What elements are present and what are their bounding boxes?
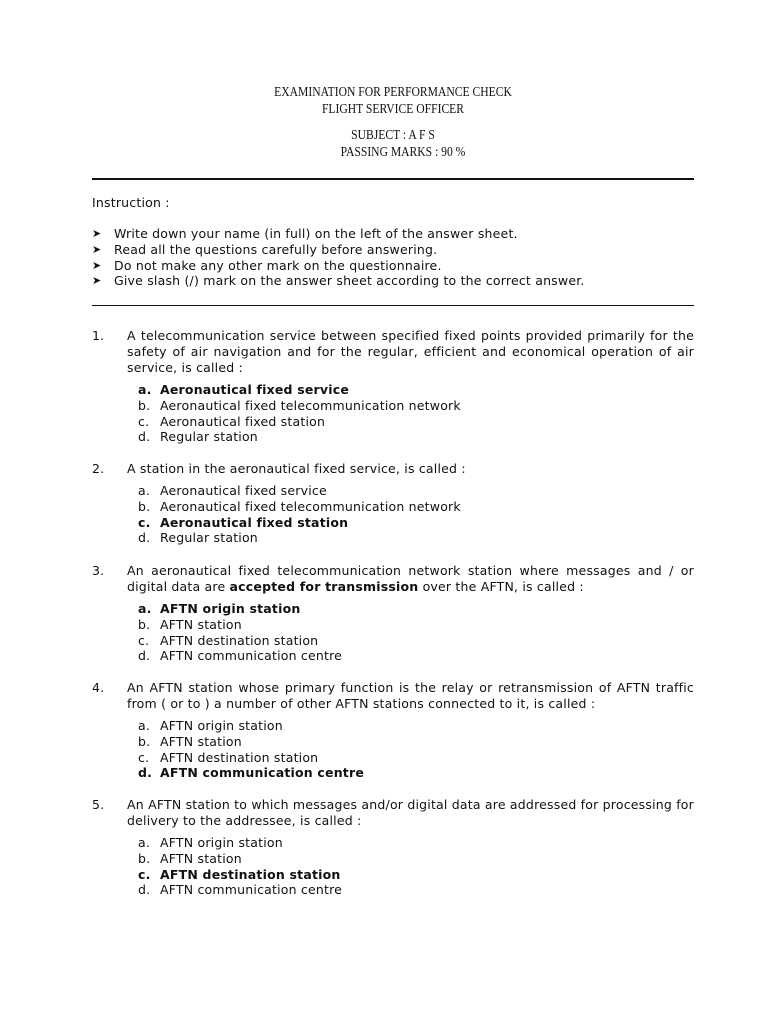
- answer-option-d[interactable]: d. AFTN communication centre: [138, 882, 343, 898]
- instruction-item: [92, 226, 694, 242]
- answer-option-b[interactable]: b. AFTN station: [138, 733, 242, 749]
- answer-option-c[interactable]: c. Aeronautical fixed station: [138, 514, 349, 530]
- answer-option-a[interactable]: a. AFTN origin station: [138, 835, 283, 850]
- answer-option-c[interactable]: c. AFTN destination station: [138, 632, 319, 648]
- answer-option-a[interactable]: a. AFTN origin station: [138, 718, 283, 733]
- instruction-heading: Instruction :: [92, 195, 170, 210]
- answer-option-d[interactable]: d. AFTN communication centre: [138, 648, 343, 664]
- instruction-text: Give slash (/) mark on the answer sheet according to the correct answer.: [114, 273, 585, 289]
- question-text: An AFTN station to which messages and/or digital data are addressed for processing for delivery to the addressee, is called :: [127, 797, 694, 828]
- question-text: A station in the aeronautical fixed service, is called :: [127, 461, 466, 476]
- exam-title: EXAMINATION FOR PERFORMANCE CHECK: [274, 84, 512, 99]
- answer-option-d[interactable]: d. Regular station: [138, 429, 258, 445]
- question-text: An AFTN station whose primary function is the relay or retransmission of AFTN traffic from ( or to ) a number of other AFTN stations connected to it, is called :: [127, 680, 694, 711]
- answer-option-d[interactable]: d. AFTN communication centre: [138, 765, 365, 781]
- answer-options: [138, 601, 694, 664]
- answer-option-b[interactable]: b. Aeronautical fixed telecommunication network: [138, 498, 461, 514]
- arrowhead-bullet-icon: ➤: [92, 227, 102, 240]
- answer-options: [138, 382, 694, 445]
- passing-marks: PASSING MARKS : 90 %: [340, 144, 466, 159]
- instruction-text: Write down your name (in full) on the left of the answer sheet.: [114, 226, 518, 241]
- answer-option-c[interactable]: c. AFTN destination station: [138, 749, 319, 765]
- instruction-item: [92, 273, 694, 289]
- answer-option-a[interactable]: a. Aeronautical fixed service: [138, 382, 350, 397]
- arrowhead-bullet-icon: ➤: [92, 274, 102, 288]
- question-text: An aeronautical fixed telecommunication network station where messages and / or digital data are accepted for transmission over the AFTN, is called :: [127, 563, 694, 594]
- instruction-list: [92, 226, 694, 289]
- arrowhead-bullet-icon: ➤: [92, 258, 102, 272]
- question-5: [92, 797, 694, 898]
- answer-option-b[interactable]: b. AFTN station: [138, 850, 242, 866]
- instruction-text: Do not make any other mark on the questionnaire.: [114, 257, 442, 273]
- question-number: 3.: [92, 563, 105, 578]
- exam-subject: SUBJECT : A F S: [351, 127, 435, 142]
- answer-options: [138, 835, 694, 898]
- question-number: 2.: [92, 461, 105, 476]
- question-3: [92, 563, 694, 664]
- answer-option-b[interactable]: b. Aeronautical fixed telecommunication network: [138, 397, 461, 413]
- answer-option-a[interactable]: a. Aeronautical fixed service: [138, 483, 327, 498]
- instruction-item: [92, 242, 694, 258]
- arrowhead-bullet-icon: ➤: [92, 242, 102, 256]
- instruction-item: [92, 258, 694, 274]
- instruction-text: Read all the questions carefully before answering.: [114, 241, 438, 257]
- question-2: [92, 461, 694, 546]
- question-number: 4.: [92, 680, 105, 695]
- question-text: A telecommunication service between specified fixed points provided primarily for the safety of air navigation and for the regular, efficient and economical operation of air service, is called :: [127, 328, 694, 375]
- answer-options: [138, 718, 694, 781]
- header-divider: [92, 178, 694, 180]
- instructions-divider: [92, 305, 694, 306]
- exam-subtitle: FLIGHT SERVICE OFFICER: [321, 101, 465, 116]
- answer-option-b[interactable]: b. AFTN station: [138, 616, 242, 632]
- question-number: 1.: [92, 328, 105, 343]
- question-number: 5.: [92, 797, 105, 812]
- answer-option-c[interactable]: c. Aeronautical fixed station: [138, 413, 326, 429]
- answer-option-a[interactable]: a. AFTN origin station: [138, 601, 301, 616]
- answer-option-d[interactable]: d. Regular station: [138, 530, 258, 546]
- answer-option-c[interactable]: c. AFTN destination station: [138, 866, 341, 882]
- question-1: [92, 328, 694, 445]
- answer-options: [138, 483, 694, 546]
- question-4: [92, 680, 694, 781]
